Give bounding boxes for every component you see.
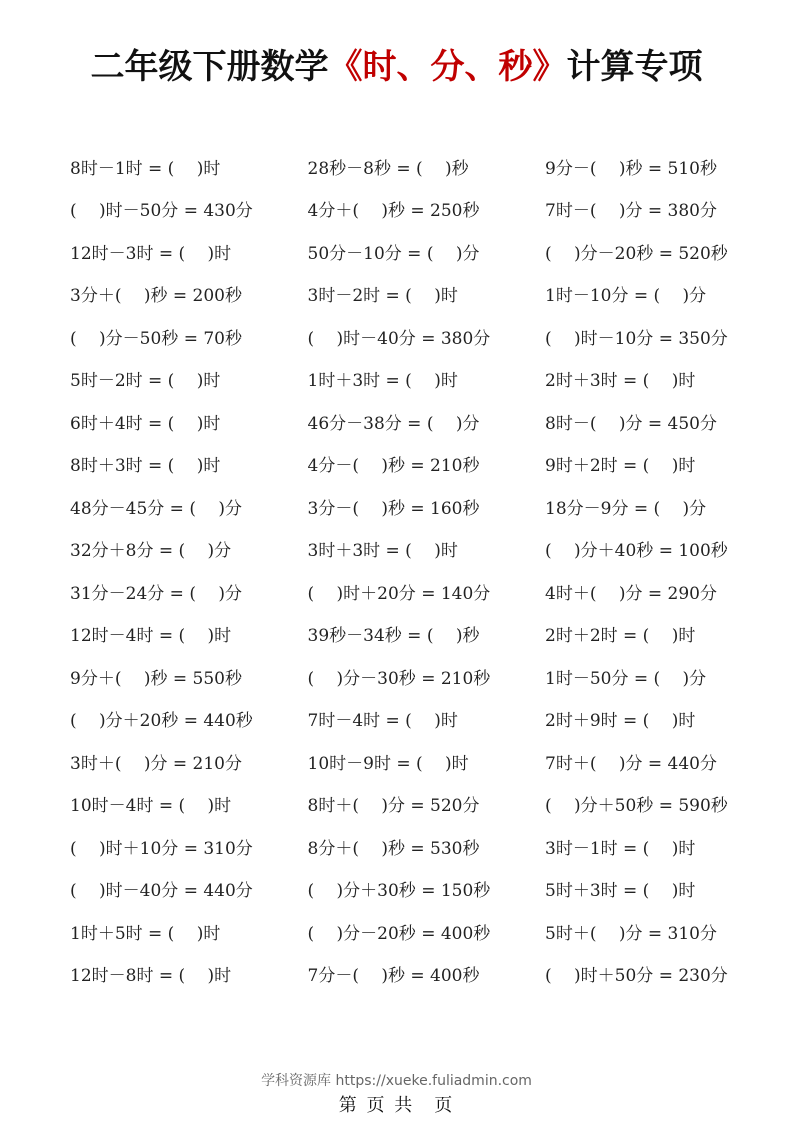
exercise-row [70,613,770,656]
exercise-row [70,230,770,273]
exercise-grid [70,145,770,995]
exercise-item: 5时－2时 = ( )时 [70,371,221,392]
exercise-item: ( )时＋20分 = 140分 [307,583,491,604]
exercise-item: 1时－50分 = ( )分 [545,668,707,689]
footer-source: 学科资源库 https://xueke.fuliadmin.com [261,1073,532,1089]
exercise-item: 7时－( )分 = 380分 [545,201,717,222]
exercise-row [70,485,770,528]
exercise-row [70,528,770,571]
exercise-item: ( )时－10分 = 350分 [545,328,728,349]
exercise-item: 8分＋( )秒 = 530秒 [307,838,480,859]
exercise-row [70,400,770,443]
exercise-row [70,273,770,316]
exercise-row [70,443,770,486]
exercise-item: ( )分＋40秒 = 100秒 [545,541,728,562]
exercise-row [70,655,770,698]
exercise-item: 2时＋3时 = ( )时 [545,371,696,392]
exercise-row [70,910,770,953]
exercise-row [70,740,770,783]
exercise-item: 3时＋( )分 = 210分 [70,753,242,774]
exercise-item: 2时＋2时 = ( )时 [545,626,696,647]
title-prefix: 二年级下册数学 [90,47,329,87]
exercise-item: 46分－38分 = ( )分 [307,413,480,434]
exercise-item: 8时＋3时 = ( )时 [70,456,221,477]
exercise-item: 28秒－8秒 = ( )秒 [307,158,469,179]
exercise-item: ( )分＋30秒 = 150秒 [307,881,491,902]
exercise-row [70,868,770,911]
exercise-item: ( )分－30秒 = 210秒 [307,668,491,689]
exercise-item: 7分－( )秒 = 400秒 [307,966,480,987]
exercise-item: 12时－8时 = ( )时 [70,966,232,987]
exercise-item: 50分－10分 = ( )分 [307,243,480,264]
exercise-row [70,570,770,613]
exercise-row [70,783,770,826]
exercise-row [70,358,770,401]
exercise-row [70,953,770,996]
exercise-item: 3分－( )秒 = 160秒 [307,498,480,519]
exercise-item: 1时＋3时 = ( )时 [307,371,458,392]
exercise-item: ( )时＋10分 = 310分 [70,838,253,859]
exercise-item: 9时＋2时 = ( )时 [545,456,696,477]
exercise-item: 48分－45分 = ( )分 [70,498,242,519]
exercise-item: ( )分－20秒 = 400秒 [307,923,491,944]
exercise-item: 12时－4时 = ( )时 [70,626,232,647]
exercise-item: 31分－24分 = ( )分 [70,583,242,604]
exercise-item: 10时－9时 = ( )时 [307,753,469,774]
exercise-item: 7时－4时 = ( )时 [307,711,458,732]
exercise-item: 8时－1时 = ( )时 [70,158,221,179]
exercise-item: ( )时＋50分 = 230分 [545,966,728,987]
exercise-item: 12时－3时 = ( )时 [70,243,232,264]
title-suffix: 计算专项 [566,47,703,87]
exercise-item: 8时－( )分 = 450分 [545,413,717,434]
exercise-item: ( )时－40分 = 380分 [307,328,491,349]
exercise-item: 3时－2时 = ( )时 [307,286,458,307]
exercise-item: ( )分－50秒 = 70秒 [70,328,242,349]
footer-page-number: 第 页 共 页 [338,1095,455,1116]
exercise-item: ( )分＋50秒 = 590秒 [545,796,728,817]
exercise-row [70,315,770,358]
exercise-item: 32分＋8分 = ( )分 [70,541,232,562]
exercise-item: ( )时－50分 = 430分 [70,201,253,222]
exercise-item: 4分－( )秒 = 210秒 [307,456,480,477]
exercise-row [70,188,770,231]
exercise-item: 3分＋( )秒 = 200秒 [70,286,242,307]
exercise-item: 3时＋3时 = ( )时 [307,541,458,562]
exercise-item: 9分－( )秒 = 510秒 [545,158,717,179]
exercise-item: 4时＋( )分 = 290分 [545,583,717,604]
exercise-item: 3时－1时 = ( )时 [545,838,696,859]
exercise-row [70,825,770,868]
exercise-item: 9分＋( )秒 = 550秒 [70,668,242,689]
exercise-item: 6时＋4时 = ( )时 [70,413,221,434]
exercise-item: 2时＋9时 = ( )时 [545,711,696,732]
exercise-item: 4分＋( )秒 = 250秒 [307,201,480,222]
exercise-row [70,698,770,741]
exercise-item: 8时＋( )分 = 520分 [307,796,480,817]
exercise-item: ( )分－20秒 = 520秒 [545,243,728,264]
exercise-item: 1时＋5时 = ( )时 [70,923,221,944]
exercise-row [70,145,770,188]
exercise-item: 39秒－34秒 = ( )秒 [307,626,480,647]
exercise-item: ( )分＋20秒 = 440秒 [70,711,253,732]
exercise-item: 5时＋3时 = ( )时 [545,881,696,902]
exercise-item: 1时－10分 = ( )分 [545,286,707,307]
exercise-item: 7时＋( )分 = 440分 [545,753,717,774]
page-title [0,44,793,90]
exercise-item: 10时－4时 = ( )时 [70,796,232,817]
exercise-item: 18分－9分 = ( )分 [545,498,707,519]
title-highlight: 《时、分、秒》 [328,47,567,87]
exercise-item: 5时＋( )分 = 310分 [545,923,717,944]
exercise-item: ( )时－40分 = 440分 [70,881,253,902]
